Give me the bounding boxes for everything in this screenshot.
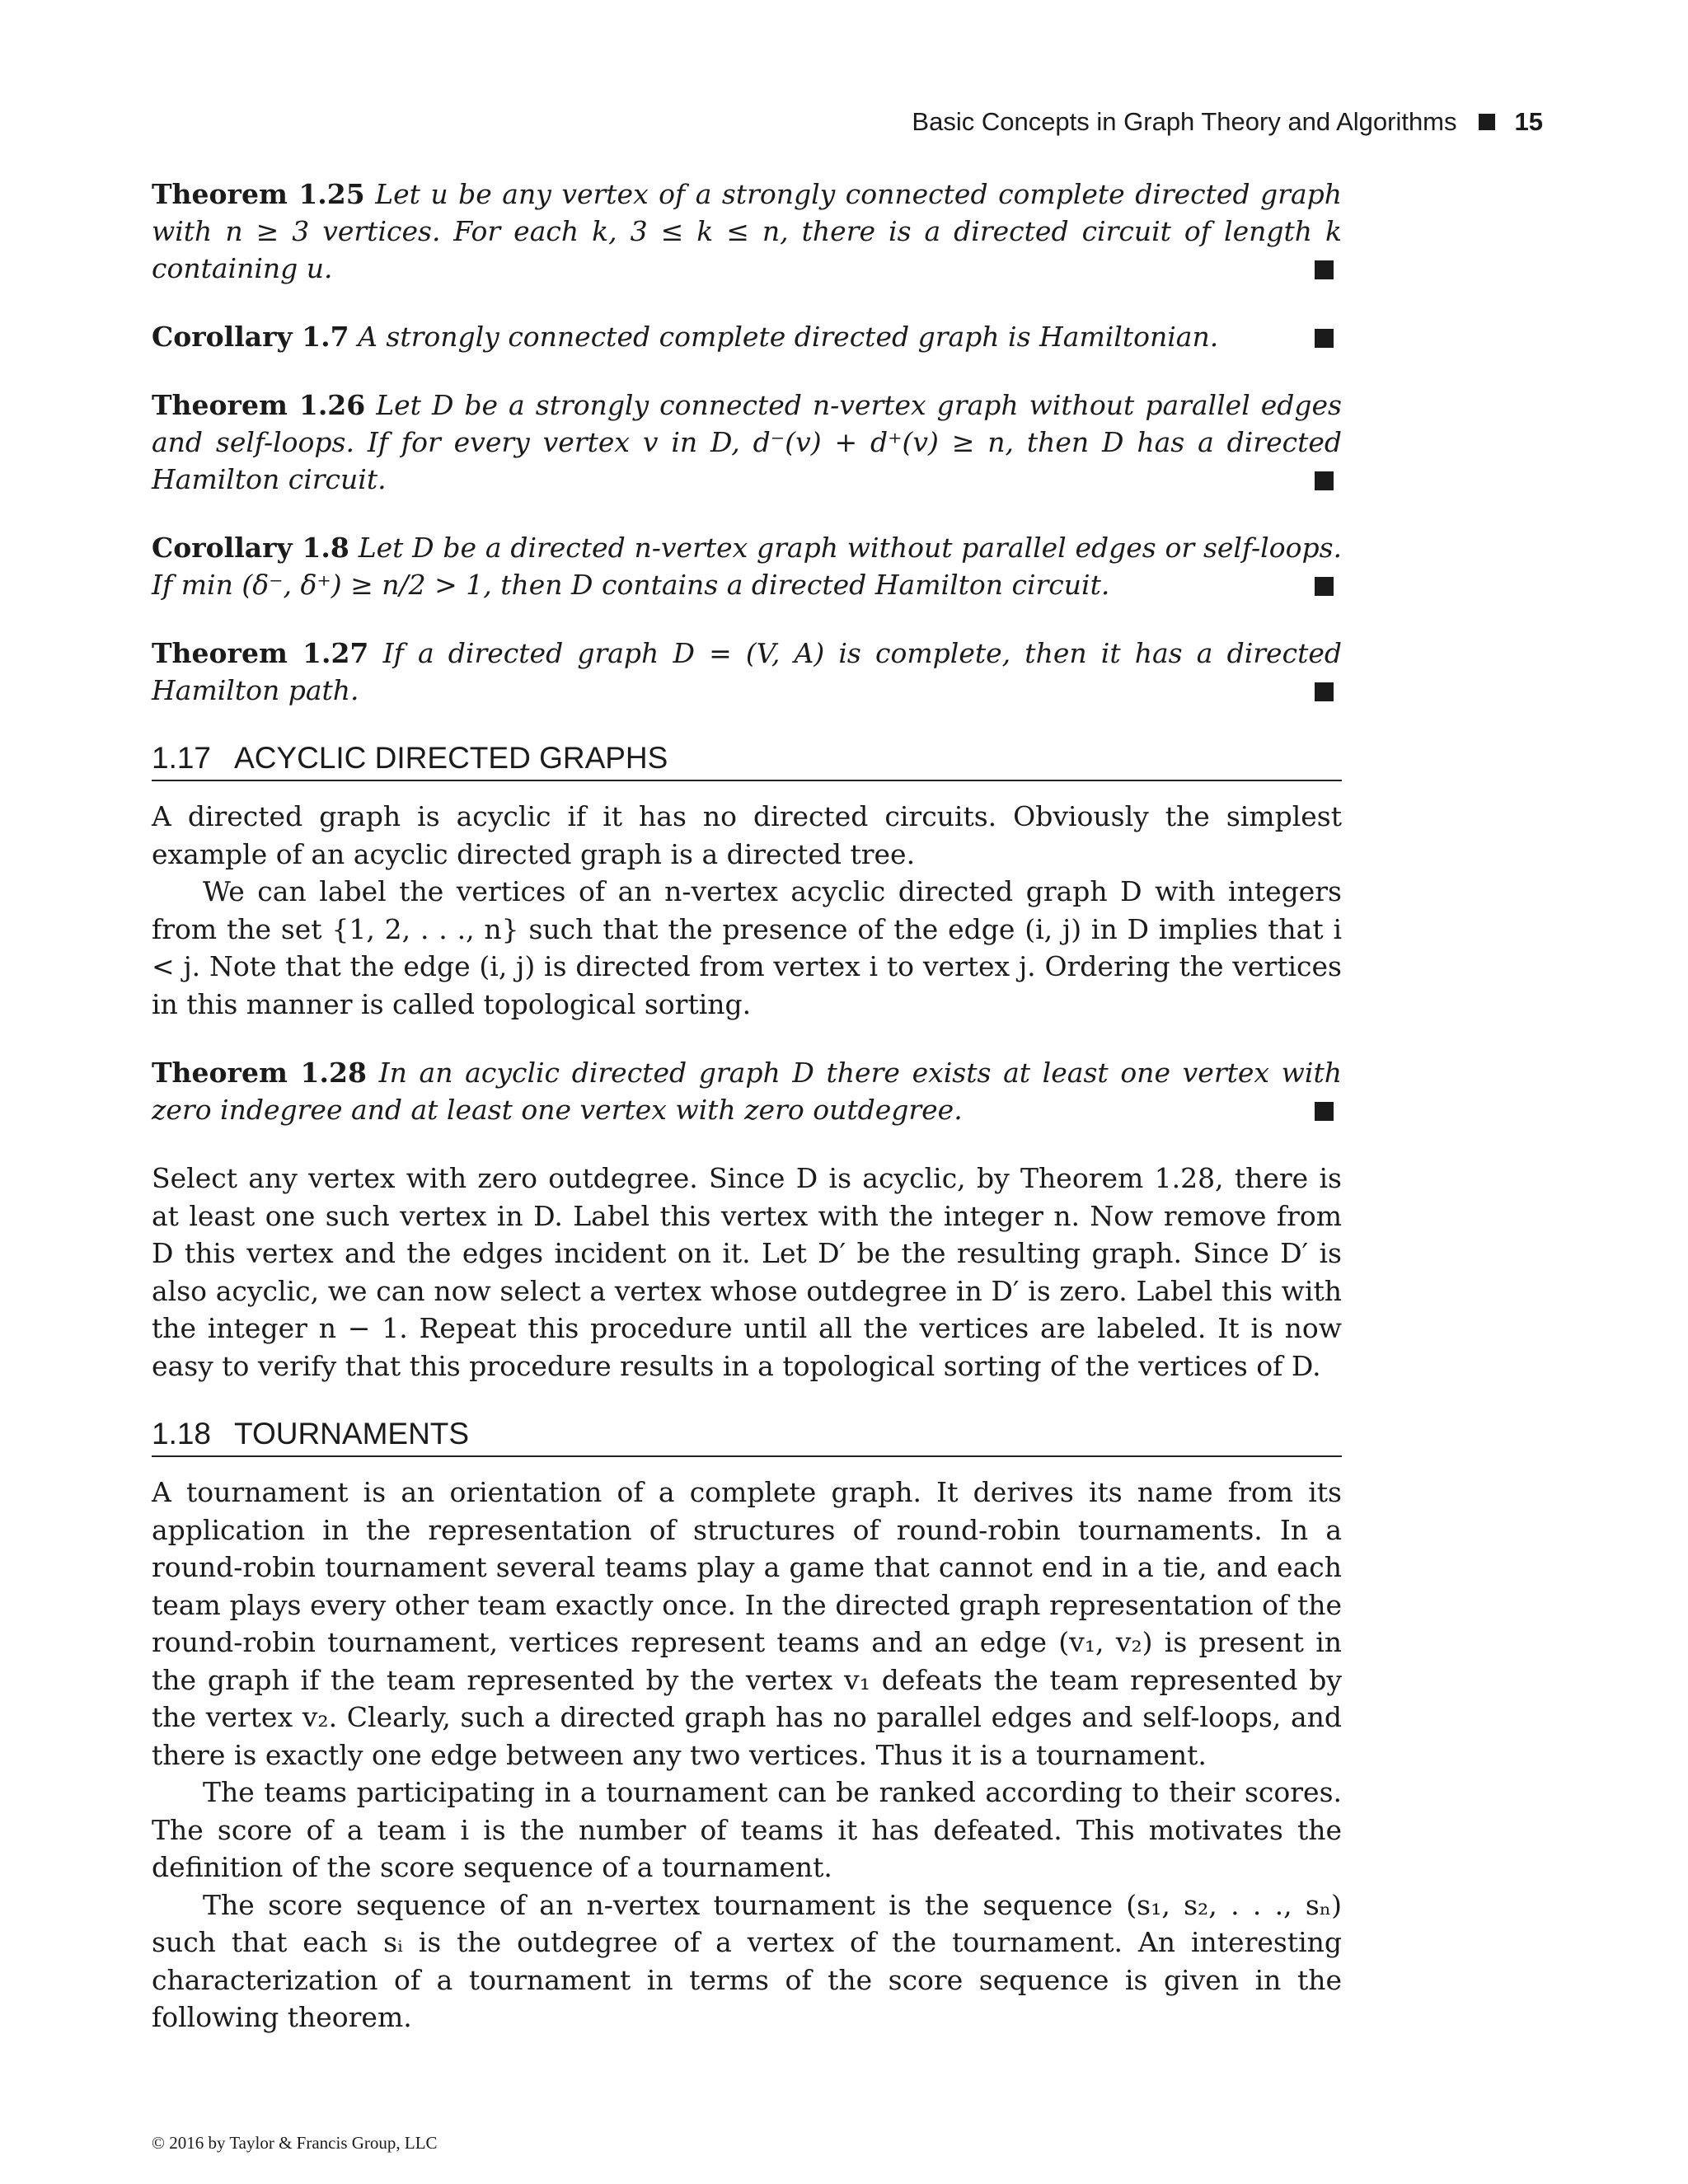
paragraph: Select any vertex with zero outdegree. Since D is acyclic, by Theorem 1.28, there is at least one such vertex in D. Label this vertex with the integer n. Now remove from D this vertex and the edges incident on it. Let D′ be the resulting graph. Since D′ is also acyclic, we can now select a vertex whose outdegree in D′ is zero. Label this with the integer n − 1. Repeat this procedure until all the vertices are labeled. It is now easy to verify that this procedure results in a topological sorting of the vertices of D. (152, 1162, 1342, 1382)
statement-text: Let D be a directed n-vertex graph without parallel edges or self-loops. If min (δ⁻, δ⁺) ≥ n/2 > 1, then D contains a directed Hamilton circuit. (152, 532, 1342, 601)
statement-label: Corollary 1.8 (152, 532, 349, 564)
paragraph: A tournament is an orientation of a complete graph. It derives its name from its application in the representation of structures of round-robin tournaments. In a round-robin tournament several teams play a game that cannot end in a tie, and each team plays every other team exactly once. In the directed graph representation of the round-robin tournament, vertices represent teams and an edge (v₁, v₂) is present in the graph if the team represented by the vertex v₁ defeats the team represented by the vertex v₂. Clearly, such a directed graph has no parallel edges and self-loops, and there is exactly one edge between any two vertices. Thus it is a tournament. (152, 1476, 1342, 1771)
statement-text: Let D be a strongly connected n-vertex graph without parallel edges and self-loops. If for every vertex v in D, d⁻(v) + d⁺(v) ≥ n, then D has a directed Hamilton circuit. (152, 389, 1342, 495)
end-of-proof-icon (1315, 1102, 1334, 1121)
theorem-1-28 (152, 1054, 1342, 1128)
corollary-1-8 (152, 529, 1342, 603)
statement-text: Let u be any vertex of a strongly connected complete directed graph with n ≥ 3 vertices. For each k, 3 ≤ k ≤ n, there is a directed circuit of length k containing u. (152, 178, 1343, 284)
corollary-1-7 (152, 318, 1342, 355)
section-1-18-body (152, 1474, 1342, 2036)
section-title: TOURNAMENTS (234, 1417, 470, 1451)
paragraph: A directed graph is acyclic if it has no directed circuits. Obviously the simplest example of an acyclic directed graph is a directed tree. (152, 800, 1342, 870)
paragraph: We can label the vertices of an n-vertex acyclic directed graph D with integers from the set {1, 2, . . ., n} such that the presence of the edge (i, j) in D implies that i < j. Note that the edge (i, j) is directed from vertex i to vertex j. Ordering the vertices in this manner is called topological sorting. (152, 875, 1342, 1020)
statement-text: In an acyclic directed graph D there exists at least one vertex with zero indegree and at least one vertex with zero outdegree. (152, 1057, 1342, 1126)
statement-label: Corollary 1.7 (152, 321, 349, 353)
section-number: 1.17 (152, 741, 212, 775)
section-heading-1-17 (152, 740, 1342, 781)
theorem-1-27 (152, 635, 1342, 709)
statement-label: Theorem 1.27 (152, 637, 369, 669)
statement-label: Theorem 1.25 (152, 178, 365, 210)
running-title: Basic Concepts in Graph Theory and Algorithms (912, 107, 1457, 136)
copyright-footer: © 2016 by Taylor & Francis Group, LLC (152, 2133, 438, 2153)
end-of-proof-icon (1315, 682, 1334, 701)
end-of-proof-icon (1315, 329, 1334, 348)
page-content (152, 176, 1342, 2036)
statement-text: A strongly connected complete directed graph is Hamiltonian. (358, 321, 1219, 353)
running-header (912, 105, 1543, 138)
topological-sort-paragraph (152, 1160, 1342, 1385)
end-of-proof-icon (1315, 471, 1334, 490)
page-number: 15 (1514, 107, 1543, 136)
theorem-1-26 (152, 387, 1342, 498)
statement-label: Theorem 1.28 (152, 1057, 367, 1089)
section-heading-1-18 (152, 1416, 1342, 1457)
section-number: 1.18 (152, 1417, 212, 1451)
paragraph: The teams participating in a tournament can be ranked according to their scores. The score of a team i is the number of teams it has defeated. This motivates the definition of the score sequence of a tournament. (152, 1776, 1342, 1883)
statement-label: Theorem 1.26 (152, 389, 366, 421)
statement-text: If a directed graph D = (V, A) is complete, then it has a directed Hamilton path. (152, 637, 1342, 706)
end-of-proof-icon (1315, 260, 1334, 279)
paragraph: The score sequence of an n-vertex tournament is the sequence (s₁, s₂, . . ., sₙ) such that each sᵢ is the outdegree of a vertex of the tournament. An interesting characterization of a tournament in terms of the score sequence is given in the following theorem. (152, 1888, 1342, 2033)
theorem-1-25 (152, 176, 1342, 287)
section-1-17-body (152, 798, 1342, 1023)
section-title: ACYCLIC DIRECTED GRAPHS (234, 741, 668, 775)
header-square-icon (1479, 114, 1495, 130)
end-of-proof-icon (1315, 577, 1334, 596)
